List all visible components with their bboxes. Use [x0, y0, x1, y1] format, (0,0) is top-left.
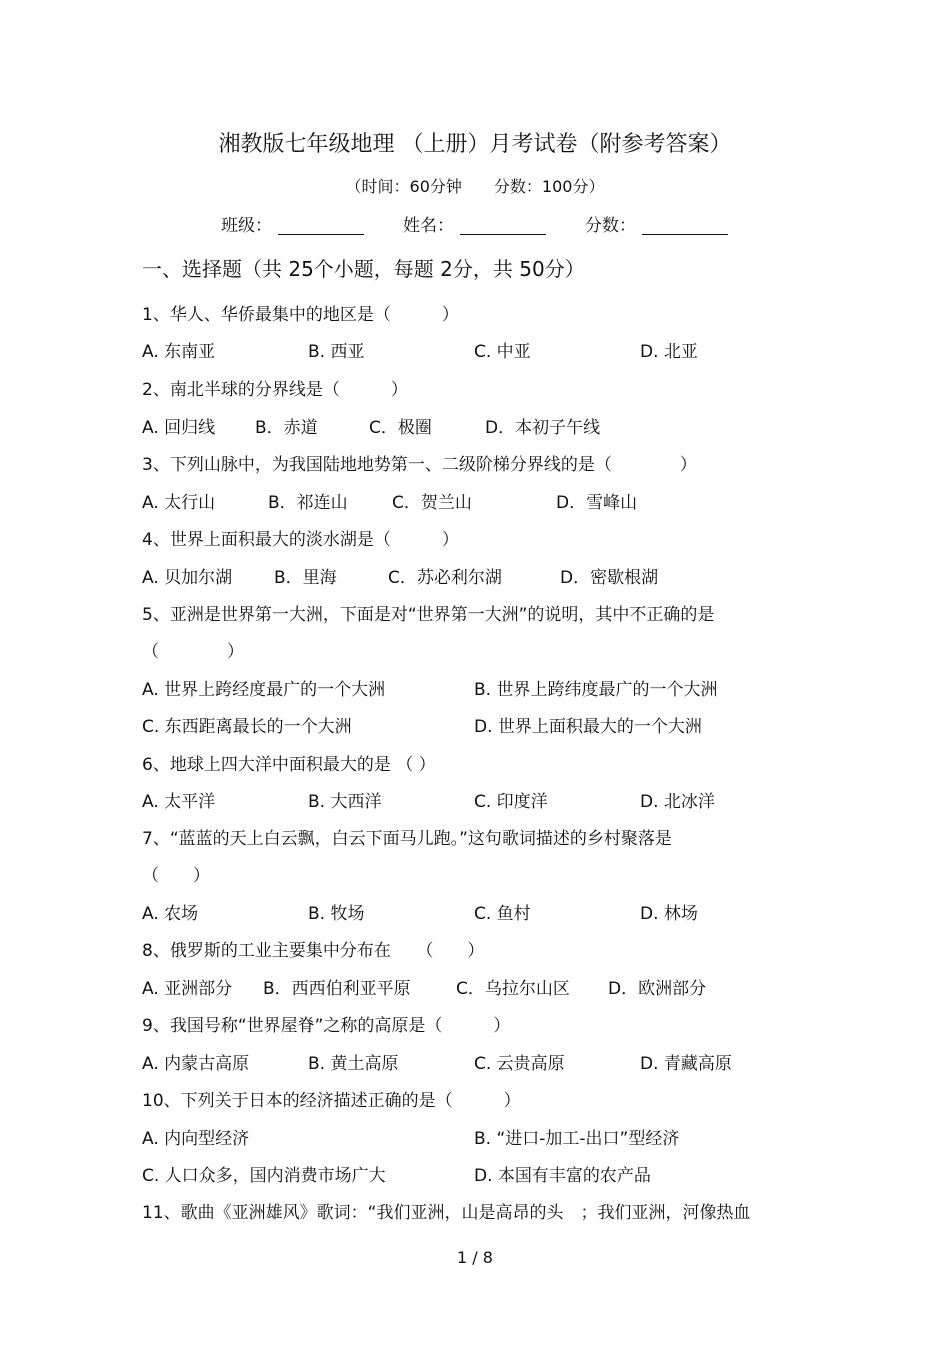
- q1-option-b: B. 西亚: [308, 342, 365, 362]
- q2-option-d: D．本初子午线: [485, 418, 601, 438]
- question-2: 2、南北半球的分界线是（ ）: [142, 380, 408, 400]
- question-5-bracket: （ ）: [142, 642, 244, 662]
- q2-option-a: A. 回归线: [142, 418, 216, 438]
- q1-option-a: A. 东南亚: [142, 342, 216, 362]
- q7-option-b: B. 牧场: [308, 904, 365, 924]
- question-8: 8、俄罗斯的工业主要集中分布在 （ ）: [142, 941, 485, 961]
- class-label: 班级：: [221, 216, 272, 236]
- q3-option-a: A. 太行山: [142, 493, 216, 513]
- q2-option-b: B．赤道: [255, 418, 318, 438]
- q1-option-c: C. 中亚: [474, 342, 531, 362]
- page-title: 湘教版七年级地理 （上册）月考试卷（附参考答案）: [218, 132, 732, 157]
- q6-option-d: D. 北冰洋: [640, 792, 715, 812]
- q8-option-b: B．西西伯利亚平原: [263, 979, 411, 999]
- q10-option-a: A. 内向型经济: [142, 1129, 250, 1149]
- q9-option-d: D. 青藏高原: [640, 1054, 732, 1074]
- question-7-bracket: （ ）: [142, 866, 210, 886]
- question-10: 10、下列关于日本的经济描述正确的是（ ）: [142, 1091, 521, 1111]
- q5-option-b: B. 世界上跨纬度最广的一个大洲: [474, 680, 718, 700]
- q6-option-b: B. 大西洋: [308, 792, 382, 812]
- q5-option-d: D. 世界上面积最大的一个大洲: [474, 717, 702, 737]
- question-6: 6、地球上四大洋中面积最大的是 （ ）: [142, 755, 436, 775]
- page-number: 1 / 8: [457, 1248, 493, 1267]
- q9-option-b: B. 黄土高原: [308, 1054, 399, 1074]
- q9-option-c: C. 云贵高原: [474, 1054, 565, 1074]
- q7-option-a: A. 农场: [142, 904, 199, 924]
- q3-option-d: D．雪峰山: [556, 493, 638, 513]
- question-11: 11、歌曲《亚洲雄风》歌词：“我们亚洲，山是高昂的头 ；我们亚洲，河像热血: [142, 1203, 751, 1223]
- q5-option-a: A. 世界上跨经度最广的一个大洲: [142, 680, 386, 700]
- q4-option-a: A. 贝加尔湖: [142, 568, 233, 588]
- question-1: 1、华人、华侨最集中的地区是（ ）: [142, 305, 459, 325]
- q8-option-c: C．乌拉尔山区: [456, 979, 570, 999]
- q7-option-c: C. 鱼村: [474, 904, 531, 924]
- name-field: [403, 211, 546, 236]
- q8-option-d: D．欧洲部分: [608, 979, 707, 999]
- score-label: 分数：: [585, 216, 636, 236]
- q8-option-a: A. 亚洲部分: [142, 979, 233, 999]
- q6-option-c: C. 印度洋: [474, 792, 548, 812]
- q10-option-b: B. “进口-加工-出口”型经济: [474, 1129, 680, 1149]
- q5-option-c: C. 东西距离最长的一个大洲: [142, 717, 352, 737]
- class-field: [221, 211, 364, 236]
- question-7: 7、“蓝蓝的天上白云飘，白云下面马儿跑。”这句歌词描述的乡村聚落是: [142, 829, 672, 849]
- q9-option-a: A. 内蒙古高原: [142, 1054, 250, 1074]
- q7-option-d: D. 林场: [640, 904, 698, 924]
- q4-option-d: D．密歇根湖: [560, 568, 659, 588]
- q6-option-a: A. 太平洋: [142, 792, 216, 812]
- q3-option-b: B．祁连山: [268, 493, 348, 513]
- exam-meta: （时间：60分钟 分数：100分）: [345, 177, 605, 196]
- q10-option-d: D. 本国有丰富的农产品: [474, 1166, 651, 1186]
- q4-option-c: C．苏必利尔湖: [388, 568, 502, 588]
- question-9: 9、我国号称“世界屋脊”之称的高原是（ ）: [142, 1016, 511, 1036]
- q2-option-c: C．极圈: [369, 418, 432, 438]
- name-label: 姓名：: [403, 216, 454, 236]
- class-blank: [278, 216, 364, 235]
- name-blank: [460, 216, 546, 235]
- question-4: 4、世界上面积最大的淡水湖是（ ）: [142, 530, 459, 550]
- q4-option-b: B．里海: [274, 568, 337, 588]
- section-heading: 一、选择题（共 25个小题，每题 2分，共 50分）: [142, 257, 585, 281]
- q10-option-c: C. 人口众多，国内消费市场广大: [142, 1166, 386, 1186]
- score-field: [585, 211, 728, 236]
- question-3: 3、下列山脉中，为我国陆地地势第一、二级阶梯分界线的是（ ）: [142, 455, 697, 475]
- q3-option-c: C．贺兰山: [392, 493, 472, 513]
- q1-option-d: D. 北亚: [640, 342, 698, 362]
- score-blank: [642, 216, 728, 235]
- question-5: 5、亚洲是世界第一大洲，下面是对“世界第一大洲”的说明，其中不正确的是: [142, 605, 715, 625]
